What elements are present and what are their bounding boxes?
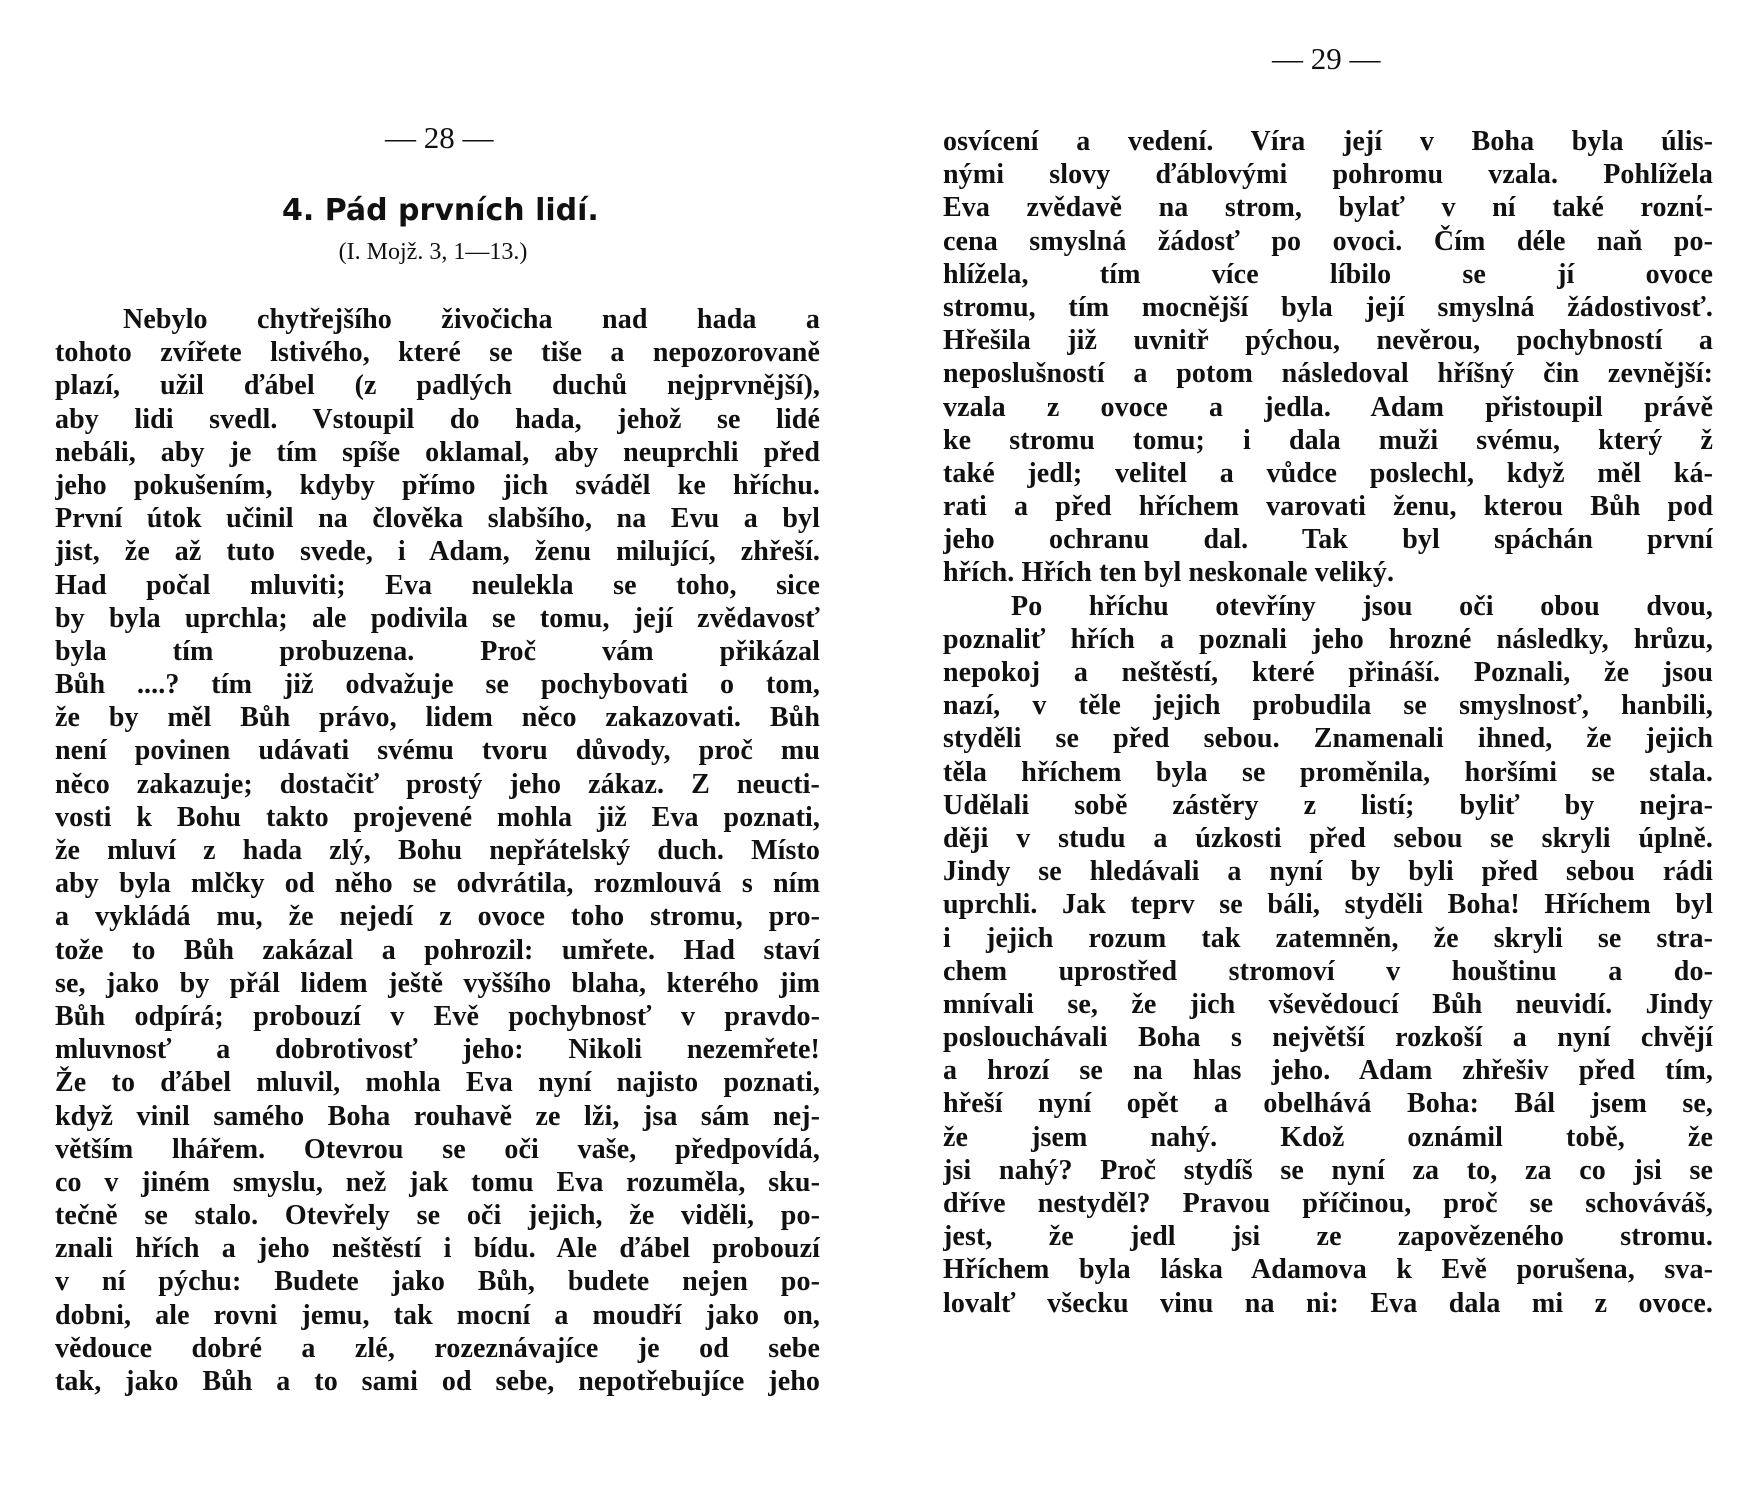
text-line: Hříchem byla láska Adamova k Evě porušena, sva- <box>943 1254 1713 1286</box>
text-line: vosti k Bohu takto projevené mohla již Eva poznati, <box>55 801 820 833</box>
text-line: jist, že až tuto svede, i Adam, ženu milující, zhřeší. <box>55 536 820 568</box>
text-line: aby byla mlčky od něho se odvrátila, rozmlouvá s ním <box>55 868 820 900</box>
text-line: dříve nestyděl? Pravou příčinou, proč se schováváš, <box>943 1188 1713 1219</box>
left-text-column <box>55 303 820 1398</box>
text-line: Hřešila již uvnitř pýchou, nevěrou, pochybností a <box>943 325 1713 357</box>
text-line: aby lidi svedl. Vstoupil do hada, jehož se lidé <box>55 403 820 435</box>
chapter-title: 4. Pád prvních lidí. <box>282 193 599 228</box>
text-line: lovalť všecku vinu na ni: Eva dala mi z ovoce. <box>943 1287 1713 1319</box>
text-line: vědouce dobré a zlé, rozeznávajíce je od sebe <box>55 1332 820 1364</box>
text-line: stromu, tím mocnější byla její smyslná žádostivosť. <box>943 291 1713 323</box>
text-line: a vykládá mu, že nejedí z ovoce toho stromu, pro- <box>55 901 820 933</box>
text-line: nebáli, aby je tím spíše oklamal, aby neuprchli před <box>55 436 820 468</box>
text-line: v ní pýchu: Budete jako Bůh, budete nejen po- <box>55 1266 820 1298</box>
text-line: Že to ďábel mluvil, mohla Eva nyní najisto poznati, <box>55 1067 820 1099</box>
text-line: že by měl Bůh právo, lidem něco zakazovati. Bůh <box>55 702 820 734</box>
text-line: Eva zvědavě na strom, bylať v ní také roznί- <box>943 192 1713 224</box>
text-line: že mluví z hada zlý, Bohu nepřátelský duch. Místo <box>55 835 820 866</box>
text-line: rati a před hříchem varovati ženu, kterou Bůh pod <box>943 491 1713 523</box>
text-line: styděli se před sebou. Znamenali ihned, že jejich <box>943 723 1713 755</box>
text-line: Udělali sobě zástěry z listí; byliť by nejra- <box>943 789 1713 821</box>
text-line: tohoto zvířete lstivého, které se tiše a nepozorovaně <box>55 337 820 369</box>
text-line: něco zakazuje; dostačiť prostý jeho zákaz. Z neucti- <box>55 768 820 800</box>
text-line: není povinen udávati svému tvoru důvody, proč mu <box>55 735 820 767</box>
text-line: tak, jako Bůh a to sami od sebe, nepotřebujíce jeho <box>55 1366 820 1397</box>
text-line: První útok učinil na člověka slabšího, na Evu a byl <box>55 503 820 535</box>
text-line: neposlušností a potom následoval hříšný čin zevnější: <box>943 358 1713 390</box>
text-line: i jejich rozum tak zatemněn, že skryli se stra- <box>943 922 1713 954</box>
text-line: vzala z ovoce a jedla. Adam přistoupil právě <box>943 391 1713 423</box>
text-line: Bůh odpírá; probouzí v Evě pochybnosť v pravdo- <box>55 1000 820 1032</box>
text-line: cena smyslná žádosť po ovoci. Čím déle naň po- <box>943 225 1713 257</box>
text-line: když vinil samého Boha rouhavě ze lži, jsa sám nej- <box>55 1100 820 1132</box>
text-line: poslouchávali Boha s největší rozkoší a nyní chvějí <box>943 1022 1713 1054</box>
text-line: jeho pokušením, kdyby přímo jich sváděl ke hříchu. <box>55 469 820 501</box>
right-page <box>879 0 1758 1500</box>
text-line: osvícení a vedení. Víra její v Boha byla úlis- <box>943 126 1713 157</box>
text-line: plazí, užil ďábel (z padlých duchů nejprvnější), <box>55 370 820 402</box>
text-line: hřeší nyní opět a obelhává Boha: Bál jsem se, <box>943 1088 1713 1120</box>
chapter-reference: (I. Mojž. 3, 1—13.) <box>338 239 528 265</box>
text-line: hlížela, tím více líbilo se jí ovoce <box>943 258 1713 290</box>
text-line: těla hříchem byla se proměnila, horšími se stala. <box>943 756 1713 788</box>
text-line: větším lhářem. Otevrou se oči vaše, předpovídá, <box>55 1133 820 1165</box>
text-line: poznaliť hřích a poznali jeho hrozné následky, hrůzu, <box>943 623 1713 655</box>
text-line: Had počal mluviti; Eva neulekla se toho, sice <box>55 569 820 601</box>
text-line: se, jako by přál lidem ještě vyššího blaha, kterého jim <box>55 967 820 999</box>
text-line: ději v studu a úzkosti před sebou se skryli úplně. <box>943 822 1713 854</box>
text-line: by byla uprchla; ale podivila se tomu, její zvědavosť <box>55 602 820 634</box>
text-line: jest, že jedl jsi ze zapovězeného stromu. <box>943 1221 1713 1253</box>
text-line: Jindy se hledávali a nyní by byli před sebou rádi <box>943 856 1713 888</box>
text-line: že jsem nahý. Kdož oznámil tobě, že <box>943 1121 1713 1153</box>
text-line: uprchli. Jak teprv se báli, styděli Boha! Hříchem byl <box>943 889 1713 921</box>
text-line: mnívali se, že jich vševědoucí Bůh neuvidí. Jindy <box>943 988 1713 1020</box>
text-line: také jedl; velitel a vůdce poslechl, když měl ká- <box>943 457 1713 489</box>
text-line: tože to Bůh zakázal a pohrozil: umřete. Had staví <box>55 934 820 966</box>
text-line: mluvnosť a dobrotivosť jeho: Nikoli nezemřete! <box>55 1034 820 1066</box>
text-line: a hrozí se na hlas jeho. Adam zhřešiv před tím, <box>943 1055 1713 1087</box>
text-line: ke stromu tomu; i dala muži svému, který ž <box>943 424 1713 456</box>
text-line: Po hříchu otevříny jsou oči obou dvou, <box>1011 590 1713 622</box>
right-text-column <box>943 125 1713 1320</box>
text-line: dobni, ale rovni jemu, tak mocní a moudří jako on, <box>55 1299 820 1331</box>
text-line: Bůh ....? tím již odvažuje se pochybovati o tom, <box>55 669 820 701</box>
text-line: tečně se stalo. Otevřely se oči jejich, že viděli, po- <box>55 1200 820 1232</box>
page-number: — 29 — <box>1272 41 1381 76</box>
text-line: Nebylo chytřejšího živočicha nad hada a <box>123 304 820 335</box>
text-line: nazí, v těle jejich probudila se smyslnosť, hanbili, <box>943 690 1713 722</box>
text-line: jsi nahý? Proč stydíš se nyní za to, za co jsi se <box>943 1154 1713 1186</box>
text-line: hřích. Hřích ten byl neskonale veliký. <box>943 557 1395 589</box>
text-line: jeho ochranu dal. Tak byl spáchán první <box>943 524 1713 556</box>
text-line: znali hřích a jeho neštěstí i bídu. Ale ďábel probouzí <box>55 1233 820 1265</box>
page-number: — 28 — <box>385 120 494 155</box>
text-line: byla tím probuzena. Proč vám přikázal <box>55 635 820 667</box>
text-line: nepokoj a neštěstí, které přináší. Poznali, že jsou <box>943 657 1713 688</box>
text-line: chem uprostřed stromoví v houštinu a do- <box>943 955 1713 987</box>
text-line: co v jiném smyslu, než jak tomu Eva rozuměla, sku- <box>55 1166 820 1198</box>
text-line: nými slovy ďáblovými pohromu vzala. Pohlížela <box>943 159 1713 191</box>
